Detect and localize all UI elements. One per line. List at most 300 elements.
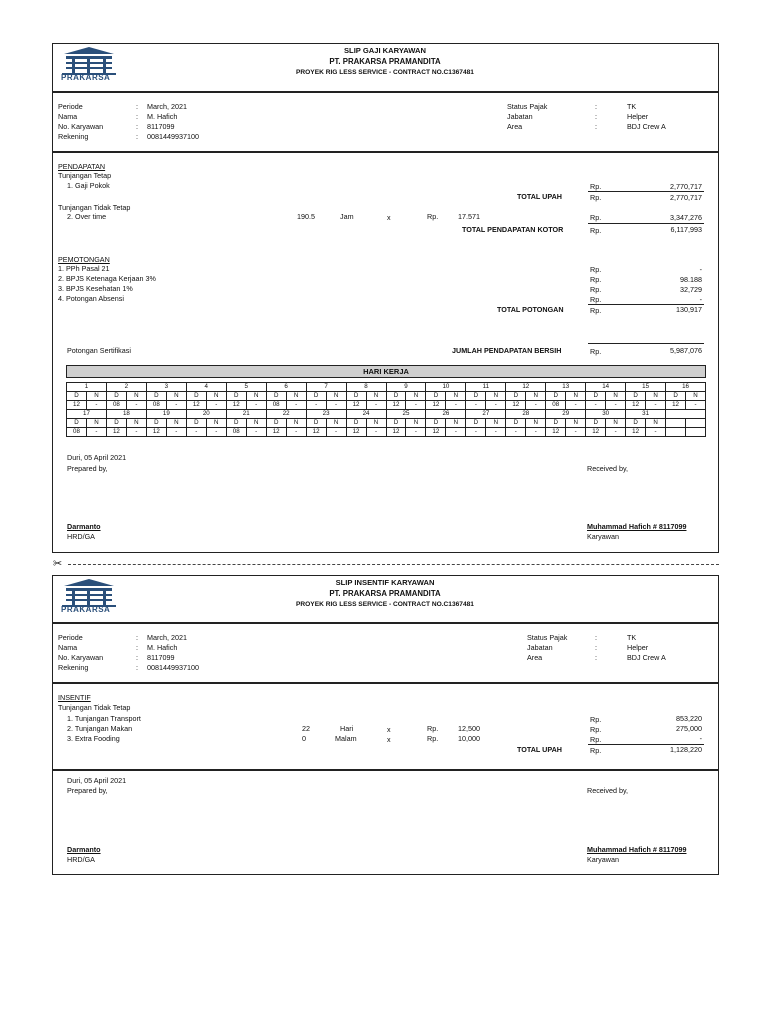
day-number-cell: 5 [226,383,266,392]
day-number-cell: 23 [306,410,346,419]
incentive-total-rp: Rp. [590,746,602,755]
day-number-cell: 7 [306,383,346,392]
hours-cell [666,428,686,437]
deduction-rp: Rp. [590,265,602,274]
shift-cell: N [646,419,666,428]
shift-cell: D [506,419,526,428]
attendance-shift-row [67,392,706,401]
hours-cell: 12 [626,428,646,437]
hours-cell: 08 [226,428,246,437]
kotor-line [588,223,704,224]
shift-cell: N [246,419,266,428]
shift-cell: N [366,392,386,401]
label-status-pajak: Status Pajak [527,633,568,642]
hours-cell: 08 [546,401,566,410]
overtime-rp: Rp. [590,213,602,222]
hours-cell: 12 [586,428,606,437]
signer-hrd-role: HRD/GA [67,855,95,864]
shift-cell: N [486,392,506,401]
day-number-cell: 15 [626,383,666,392]
shift-cell: N [206,419,226,428]
colon: : [136,132,138,141]
total-kotor-value: 6,117,993 [670,225,702,234]
label-area: Area [507,122,523,131]
shift-cell: N [166,392,186,401]
value-area: BDJ Crew A [627,653,666,662]
shift-cell: N [526,392,546,401]
hours-cell: - [686,401,706,410]
deduction-label: 1. PPh Pasal 21 [58,264,110,273]
value-status-pajak: TK [627,102,637,111]
shift-cell: D [466,392,486,401]
total-kotor-label: TOTAL PENDAPATAN KOTOR [462,225,564,234]
shift-cell: D [586,419,606,428]
shift-cell: N [526,419,546,428]
day-number-cell: 3 [146,383,186,392]
signer-employee: Muhammad Hafich # 8117099 [587,845,687,854]
hours-cell: - [466,428,486,437]
hours-cell: - [166,428,186,437]
signer-hrd: Darmanto [67,522,101,531]
hours-cell: 12 [266,428,286,437]
tunjangan-tidak-tetap: Tunjangan Tidak Tetap [58,703,131,712]
hours-cell: - [286,401,306,410]
hours-cell: - [406,401,426,410]
hours-cell: - [606,428,626,437]
shift-cell [686,419,706,428]
shift-cell: D [626,419,646,428]
hours-cell: - [366,401,386,410]
incentive-slip [52,575,719,875]
shift-cell: D [666,392,686,401]
sign-date: Duri, 05 April 2021 [67,776,127,785]
hours-cell: 12 [146,428,166,437]
shift-cell: D [106,419,126,428]
hours-cell [686,428,706,437]
shift-cell: D [106,392,126,401]
shift-cell: N [206,392,226,401]
incentive-total-label: TOTAL UPAH [517,745,562,754]
shift-cell: D [67,419,87,428]
shift-cell: N [406,392,426,401]
day-number-cell: 10 [426,383,466,392]
colon: : [595,102,597,111]
value-status-pajak: TK [627,633,637,642]
shift-cell: D [426,419,446,428]
colon: : [136,112,138,121]
hours-cell: - [506,428,526,437]
hours-cell: - [406,428,426,437]
received-by: Received by, [587,464,629,473]
hours-cell: 08 [106,401,126,410]
company-name: PT. PRAKARSA PRAMANDITA [329,589,441,598]
day-number-cell: 14 [586,383,626,392]
hours-cell: 08 [266,401,286,410]
deduction-value: 32,729 [680,285,702,294]
shift-cell: D [306,392,326,401]
hours-cell: - [526,401,546,410]
deduction-rp: Rp. [590,275,602,284]
incentive-item-rp: Rp. [590,715,602,724]
overtime-rate: 17.571 [458,212,480,221]
section-insentif: INSENTIF [58,693,91,702]
shift-cell: D [586,392,606,401]
shift-cell: D [626,392,646,401]
shift-cell: D [546,392,566,401]
label-nama: Nama [58,112,78,121]
shift-cell: N [646,392,666,401]
incentive-item-qty: 0 [302,734,306,743]
incentive-title: SLIP INSENTIF KARYAWAN [335,578,435,587]
bersih-line [588,343,704,344]
hours-cell: - [86,428,106,437]
deduction-label: 2. BPJS Ketenaga Kerjaan 3% [58,274,156,283]
shift-cell: N [286,419,306,428]
hours-cell: - [586,401,606,410]
signer-employee-role: Karyawan [587,532,619,541]
hours-cell: - [166,401,186,410]
shift-cell: N [446,419,466,428]
incentive-item-value: - [699,734,702,743]
shift-cell: N [486,419,506,428]
hours-cell: - [86,401,106,410]
shift-cell: D [146,392,166,401]
day-number-cell: 29 [546,410,586,419]
shift-cell: N [606,419,626,428]
header-divider [52,622,719,624]
incentive-item-rate-rp: Rp. [427,734,439,743]
hours-cell: 12 [426,428,446,437]
hours-cell: - [606,401,626,410]
overtime-qty: 190.5 [297,212,315,221]
shift-cell: N [166,419,186,428]
prepared-by: Prepared by, [67,464,108,473]
hours-cell: - [206,401,226,410]
shift-cell: N [86,392,106,401]
cut-line [68,564,719,565]
attendance-shift-row [67,419,706,428]
colon: : [595,112,597,121]
deduction-rp: Rp. [590,295,602,304]
signer-employee: Muhammad Hafich # 8117099 [587,522,687,531]
hari-kerja-header: HARI KERJA [66,365,706,378]
hours-cell: 12 [306,428,326,437]
incentive-item-rate-rp: Rp. [427,724,439,733]
project-line: PROYEK RIG LESS SERVICE - CONTRACT NO.C1367481 [296,601,474,608]
value-nama: M. Hafich [147,643,178,652]
hours-cell: - [206,428,226,437]
shift-cell: D [346,392,366,401]
incentive-item-rp: Rp. [590,735,602,744]
label-no-karyawan: No. Karyawan [58,122,104,131]
incentive-item-rate: 12,500 [458,724,480,733]
scissors-icon: ✂ [53,558,63,570]
incentive-item-rate: 10,000 [458,734,480,743]
hours-cell: - [566,401,586,410]
shift-cell: N [126,392,146,401]
shift-cell: D [546,419,566,428]
day-number-cell: 2 [106,383,146,392]
shift-cell: D [186,419,206,428]
label-rekening: Rekening [58,663,89,672]
slip-title: SLIP GAJI KARYAWAN [343,46,426,55]
incentive-item-x: x [387,725,391,734]
hours-cell: 12 [626,401,646,410]
hours-cell: - [326,401,346,410]
shift-cell: D [346,419,366,428]
incentive-total-value: 1,128,220 [670,745,702,754]
day-number-cell: 26 [426,410,466,419]
shift-cell: N [566,419,586,428]
total-potongan-value: 130,917 [676,305,702,314]
day-number-cell: 20 [186,410,226,419]
value-periode: March, 2021 [147,633,187,642]
incentive-item-rp: Rp. [590,725,602,734]
colon: : [136,122,138,131]
info-divider [52,682,719,684]
hours-cell: 08 [67,428,87,437]
signer-employee-role: Karyawan [587,855,619,864]
potongan-sertifikasi: Potongan Sertifikasi [67,346,131,355]
prepared-by: Prepared by, [67,786,108,795]
incentive-item-label: 3. Extra Fooding [67,734,120,743]
colon: : [136,643,138,652]
hours-cell: 08 [146,401,166,410]
overtime-unit: Jam [340,212,354,221]
incentive-item-value: 853,220 [676,714,702,723]
label-no-karyawan: No. Karyawan [58,653,104,662]
value-no-karyawan: 8117099 [147,653,175,662]
shift-cell: N [126,419,146,428]
colon: : [136,663,138,672]
tunjangan-tidak-tetap: Tunjangan Tidak Tetap [58,203,131,212]
shift-cell: D [506,392,526,401]
shift-cell: N [326,419,346,428]
gaji-pokok-rp: Rp. [590,182,602,191]
incentive-item-label: 2. Tunjangan Makan [67,724,133,733]
hours-cell: - [306,401,326,410]
hours-cell: 12 [226,401,246,410]
day-number-cell: 12 [506,383,546,392]
shift-cell: N [406,419,426,428]
info-divider [52,151,719,153]
shift-cell: D [226,392,246,401]
hours-cell: - [446,401,466,410]
shift-cell: N [606,392,626,401]
sign-date: Duri, 05 April 2021 [67,453,127,462]
hours-cell: - [246,428,266,437]
hours-cell: 12 [546,428,566,437]
hours-cell: 12 [106,428,126,437]
hours-cell: - [566,428,586,437]
shift-cell: N [326,392,346,401]
hours-cell: - [186,428,206,437]
day-number-cell: 8 [346,383,386,392]
day-number-cell: 31 [626,410,666,419]
label-nama: Nama [58,643,78,652]
shift-cell: D [466,419,486,428]
total-upah-label: TOTAL UPAH [517,192,562,201]
value-area: BDJ Crew A [627,122,666,131]
shift-cell: N [286,392,306,401]
label-rekening: Rekening [58,132,89,141]
hours-cell: 12 [666,401,686,410]
total-kotor-rp: Rp. [590,226,602,235]
attendance-day-row [67,383,706,392]
signer-hrd: Darmanto [67,845,101,854]
signer-hrd-role: HRD/GA [67,532,95,541]
day-number-cell: 1 [67,383,107,392]
shift-cell: N [246,392,266,401]
hours-cell: - [126,428,146,437]
hours-cell: 12 [506,401,526,410]
overtime-label: 2. Over time [67,212,107,221]
jumlah-bersih-value: 5,987,076 [670,346,702,355]
day-number-cell: 18 [106,410,146,419]
section-pendapatan: PENDAPATAN [58,162,106,171]
incentive-divider [52,769,719,771]
day-number-cell: 22 [266,410,306,419]
incentive-item-unit: Malam [335,734,357,743]
hours-cell: - [286,428,306,437]
shift-cell: D [146,419,166,428]
project-line: PROYEK RIG LESS SERVICE - CONTRACT NO.C1367481 [296,69,474,76]
shift-cell: N [446,392,466,401]
day-number-cell: 19 [146,410,186,419]
header-divider [52,91,719,93]
colon: : [595,122,597,131]
day-number-cell: 13 [546,383,586,392]
shift-cell: N [86,419,106,428]
shift-cell [666,419,686,428]
shift-cell: D [67,392,87,401]
total-potongan-label: TOTAL POTONGAN [497,305,564,314]
hours-cell: 12 [346,428,366,437]
upah-line [588,191,704,192]
overtime-x: x [387,213,391,222]
day-number-cell: 30 [586,410,626,419]
hours-cell: 12 [386,428,406,437]
shift-cell: D [266,419,286,428]
day-number-cell: 25 [386,410,426,419]
value-jabatan: Helper [627,112,649,121]
hours-cell: - [646,428,666,437]
label-jabatan: Jabatan [507,112,533,121]
label-jabatan: Jabatan [527,643,553,652]
deduction-label: 3. BPJS Kesehatan 1% [58,284,133,293]
overtime-value: 3,347,276 [670,213,702,222]
deduction-label: 4. Potongan Absensi [58,294,124,303]
received-by: Received by, [587,786,629,795]
hours-cell: - [126,401,146,410]
incentive-item-label: 1. Tunjangan Transport [67,714,141,723]
hours-cell: 12 [346,401,366,410]
deduction-value: - [699,295,702,304]
shift-cell: D [186,392,206,401]
label-periode: Periode [58,633,83,642]
hours-cell: - [646,401,666,410]
deduction-rp: Rp. [590,285,602,294]
value-rekening: 0081449937100 [147,663,199,672]
value-no-karyawan: 8117099 [147,122,175,131]
value-nama: M. Hafich [147,112,178,121]
colon: : [595,643,597,652]
colon: : [595,633,597,642]
shift-cell: D [226,419,246,428]
section-pemotongan: PEMOTONGAN [58,255,110,264]
overtime-rate-rp: Rp. [427,212,439,221]
hours-cell: - [326,428,346,437]
label-area: Area [527,653,543,662]
incentive-item-value: 275,000 [676,724,702,733]
label-status-pajak: Status Pajak [507,102,548,111]
hours-cell: - [466,401,486,410]
hours-cell: - [246,401,266,410]
jumlah-bersih-label: JUMLAH PENDAPATAN BERSIH [452,346,562,355]
hours-cell: - [526,428,546,437]
day-number-cell: 11 [466,383,506,392]
hours-cell: 12 [426,401,446,410]
day-number-cell [666,410,706,419]
shift-cell: D [306,419,326,428]
shift-cell: D [426,392,446,401]
shift-cell: N [366,419,386,428]
jumlah-bersih-rp: Rp. [590,347,602,356]
company-name: PT. PRAKARSA PRAMANDITA [329,57,441,66]
colon: : [136,653,138,662]
shift-cell: D [386,392,406,401]
attendance-day-row [67,410,706,419]
value-jabatan: Helper [627,643,649,652]
shift-cell: D [266,392,286,401]
incentive-item-x: x [387,735,391,744]
incentive-item-unit: Hari [340,724,354,733]
colon: : [595,653,597,662]
gaji-pokok-label: 1. Gaji Pokok [67,181,110,190]
attendance-hours-row [67,401,706,410]
logo-text: PRAKARSA [61,605,111,614]
hours-cell: - [486,401,506,410]
deduction-value: 98.188 [680,275,702,284]
deduction-value: - [699,265,702,274]
total-upah-value: 2,770,717 [670,193,702,202]
gaji-pokok-value: 2,770,717 [670,182,702,191]
hours-cell: - [486,428,506,437]
label-periode: Periode [58,102,83,111]
shift-cell: D [386,419,406,428]
shift-cell: N [566,392,586,401]
day-number-cell: 17 [67,410,107,419]
total-potongan-rp: Rp. [590,306,602,315]
hours-cell: - [366,428,386,437]
value-rekening: 0081449937100 [147,132,199,141]
day-number-cell: 24 [346,410,386,419]
day-number-cell: 21 [226,410,266,419]
shift-cell: N [686,392,706,401]
day-number-cell: 6 [266,383,306,392]
day-number-cell: 28 [506,410,546,419]
day-number-cell: 16 [666,383,706,392]
hours-cell: - [446,428,466,437]
incentive-item-qty: 22 [302,724,310,733]
logo-text: PRAKARSA [61,73,111,82]
hours-cell: 12 [186,401,206,410]
day-number-cell: 4 [186,383,226,392]
total-upah-rp: Rp. [590,193,602,202]
value-periode: March, 2021 [147,102,187,111]
tunjangan-tetap: Tunjangan Tetap [58,171,112,180]
day-number-cell: 27 [466,410,506,419]
